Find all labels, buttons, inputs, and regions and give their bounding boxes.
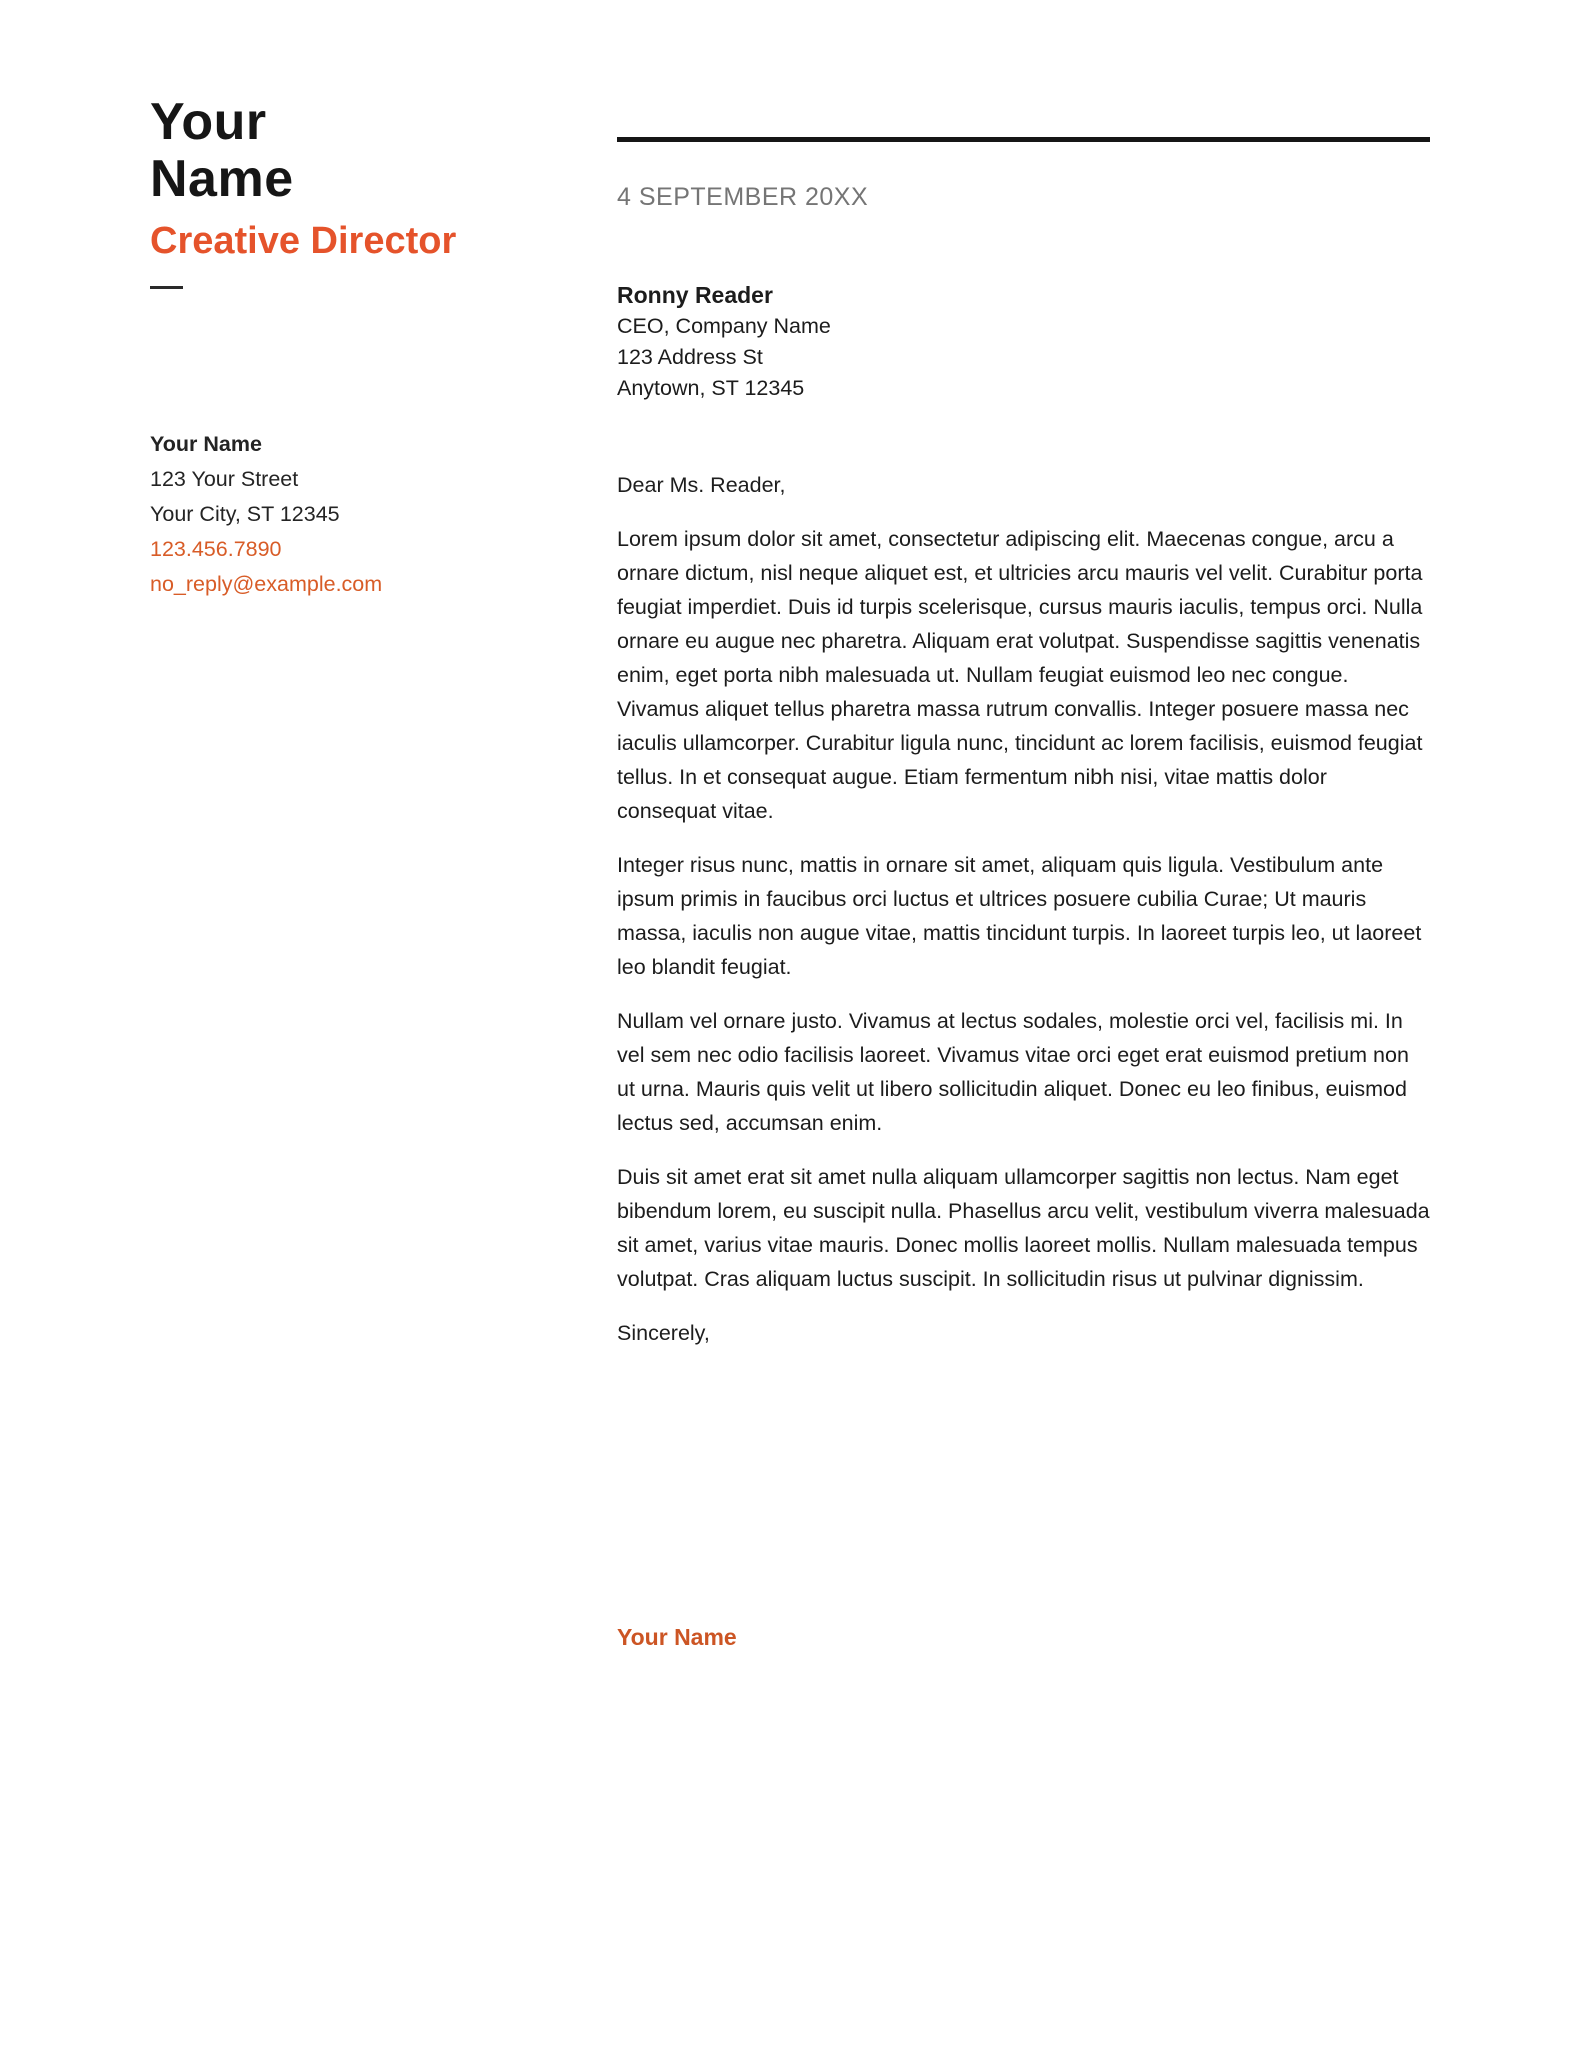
letter-paragraph: Nullam vel ornare justo. Vivamus at lectus sodales, molestie orci vel, facilisis mi. In vel sem nec odio facilisis laoreet. Vivamus vitae orci eget erat euismod pretium non ut urna. Mauris quis velit ut libero sollicitudin aliquet. Donec eu leo finibus, euismod lectus sed, accumsan enim. [617, 1009, 1409, 1135]
letter-date: 4 SEPTEMBER 20XX [617, 183, 869, 211]
recipient-name: Ronny Reader [617, 282, 773, 308]
sidebar [150, 94, 490, 602]
sender-city-state-zip: Your City, ST 12345 [150, 502, 340, 526]
header-rule [617, 137, 1430, 142]
recipient-title-company: CEO, Company Name [617, 314, 831, 338]
letter-paragraph: Integer risus nunc, mattis in ornare sit amet, aliquam quis ligula. Vestibulum ante ipsum primis in faucibus orci luctus et ultrices posuere cubilia Curae; Ut mauris massa, iaculis non augue vitae, mattis tincidunt turpis. In laoreet turpis leo, ut laoreet leo blandit feugiat. [617, 853, 1422, 979]
recipient-street: 123 Address St [617, 345, 763, 369]
sender-job-title: Creative Director [150, 220, 457, 262]
signature-name: Your Name [617, 1624, 737, 1650]
sender-street: 123 Your Street [150, 467, 299, 491]
salutation: Dear Ms. Reader, [617, 473, 786, 497]
letter-paragraph: Duis sit amet erat sit amet nulla aliquam ullamcorper sagittis non lectus. Nam eget bibendum lorem, eu suscipit nulla. Phasellus arcu velit, vestibulum viverra malesuada sit amet, varius vitae mauris. Donec mollis laoreet mollis. Nullam malesuada tempus volutpat. Cras aliquam luctus suscipit. In sollicitudin risus ut pulvinar dignissim. [617, 1165, 1430, 1291]
recipient-city-state-zip: Anytown, ST 12345 [617, 376, 805, 400]
sender-phone-link[interactable]: 123.456.7890 [150, 537, 282, 561]
sender-contact-block [150, 427, 490, 602]
recipient-block [617, 280, 1430, 404]
divider-dash [150, 286, 183, 289]
letter-body-column [617, 0, 1430, 1652]
letter-paragraph: Lorem ipsum dolor sit amet, consectetur adipiscing elit. Maecenas congue, arcu a ornare dictum, nisl neque aliquet est, et ultricies arcu mauris vel velit. Curabitur porta feugiat imperdiet. Duis id turpis scelerisque, cursus mauris iaculis, tempus orci. Nulla ornare eu augue nec pharetra. Aliquam erat volutpat. Suspendisse sagittis venenatis enim, eget porta nibh malesuada ut. Nullam feugiat euismod leo nec congue. Vivamus aliquet tellus pharetra massa rutrum convallis. Integer posuere massa nec iaculis ullamcorper. Curabitur ligula nunc, tincidunt ac lorem facilisis, euismod feugiat tellus. In et consequat augue. Etiam fermentum nibh nisi, vitae mattis dolor consequat vitae. [617, 527, 1423, 823]
sender-name-heading: Your Name [150, 93, 294, 208]
closing: Sincerely, [617, 1321, 710, 1345]
sender-email-link[interactable]: no_reply@example.com [150, 572, 383, 596]
sender-contact-name: Your Name [150, 432, 262, 456]
